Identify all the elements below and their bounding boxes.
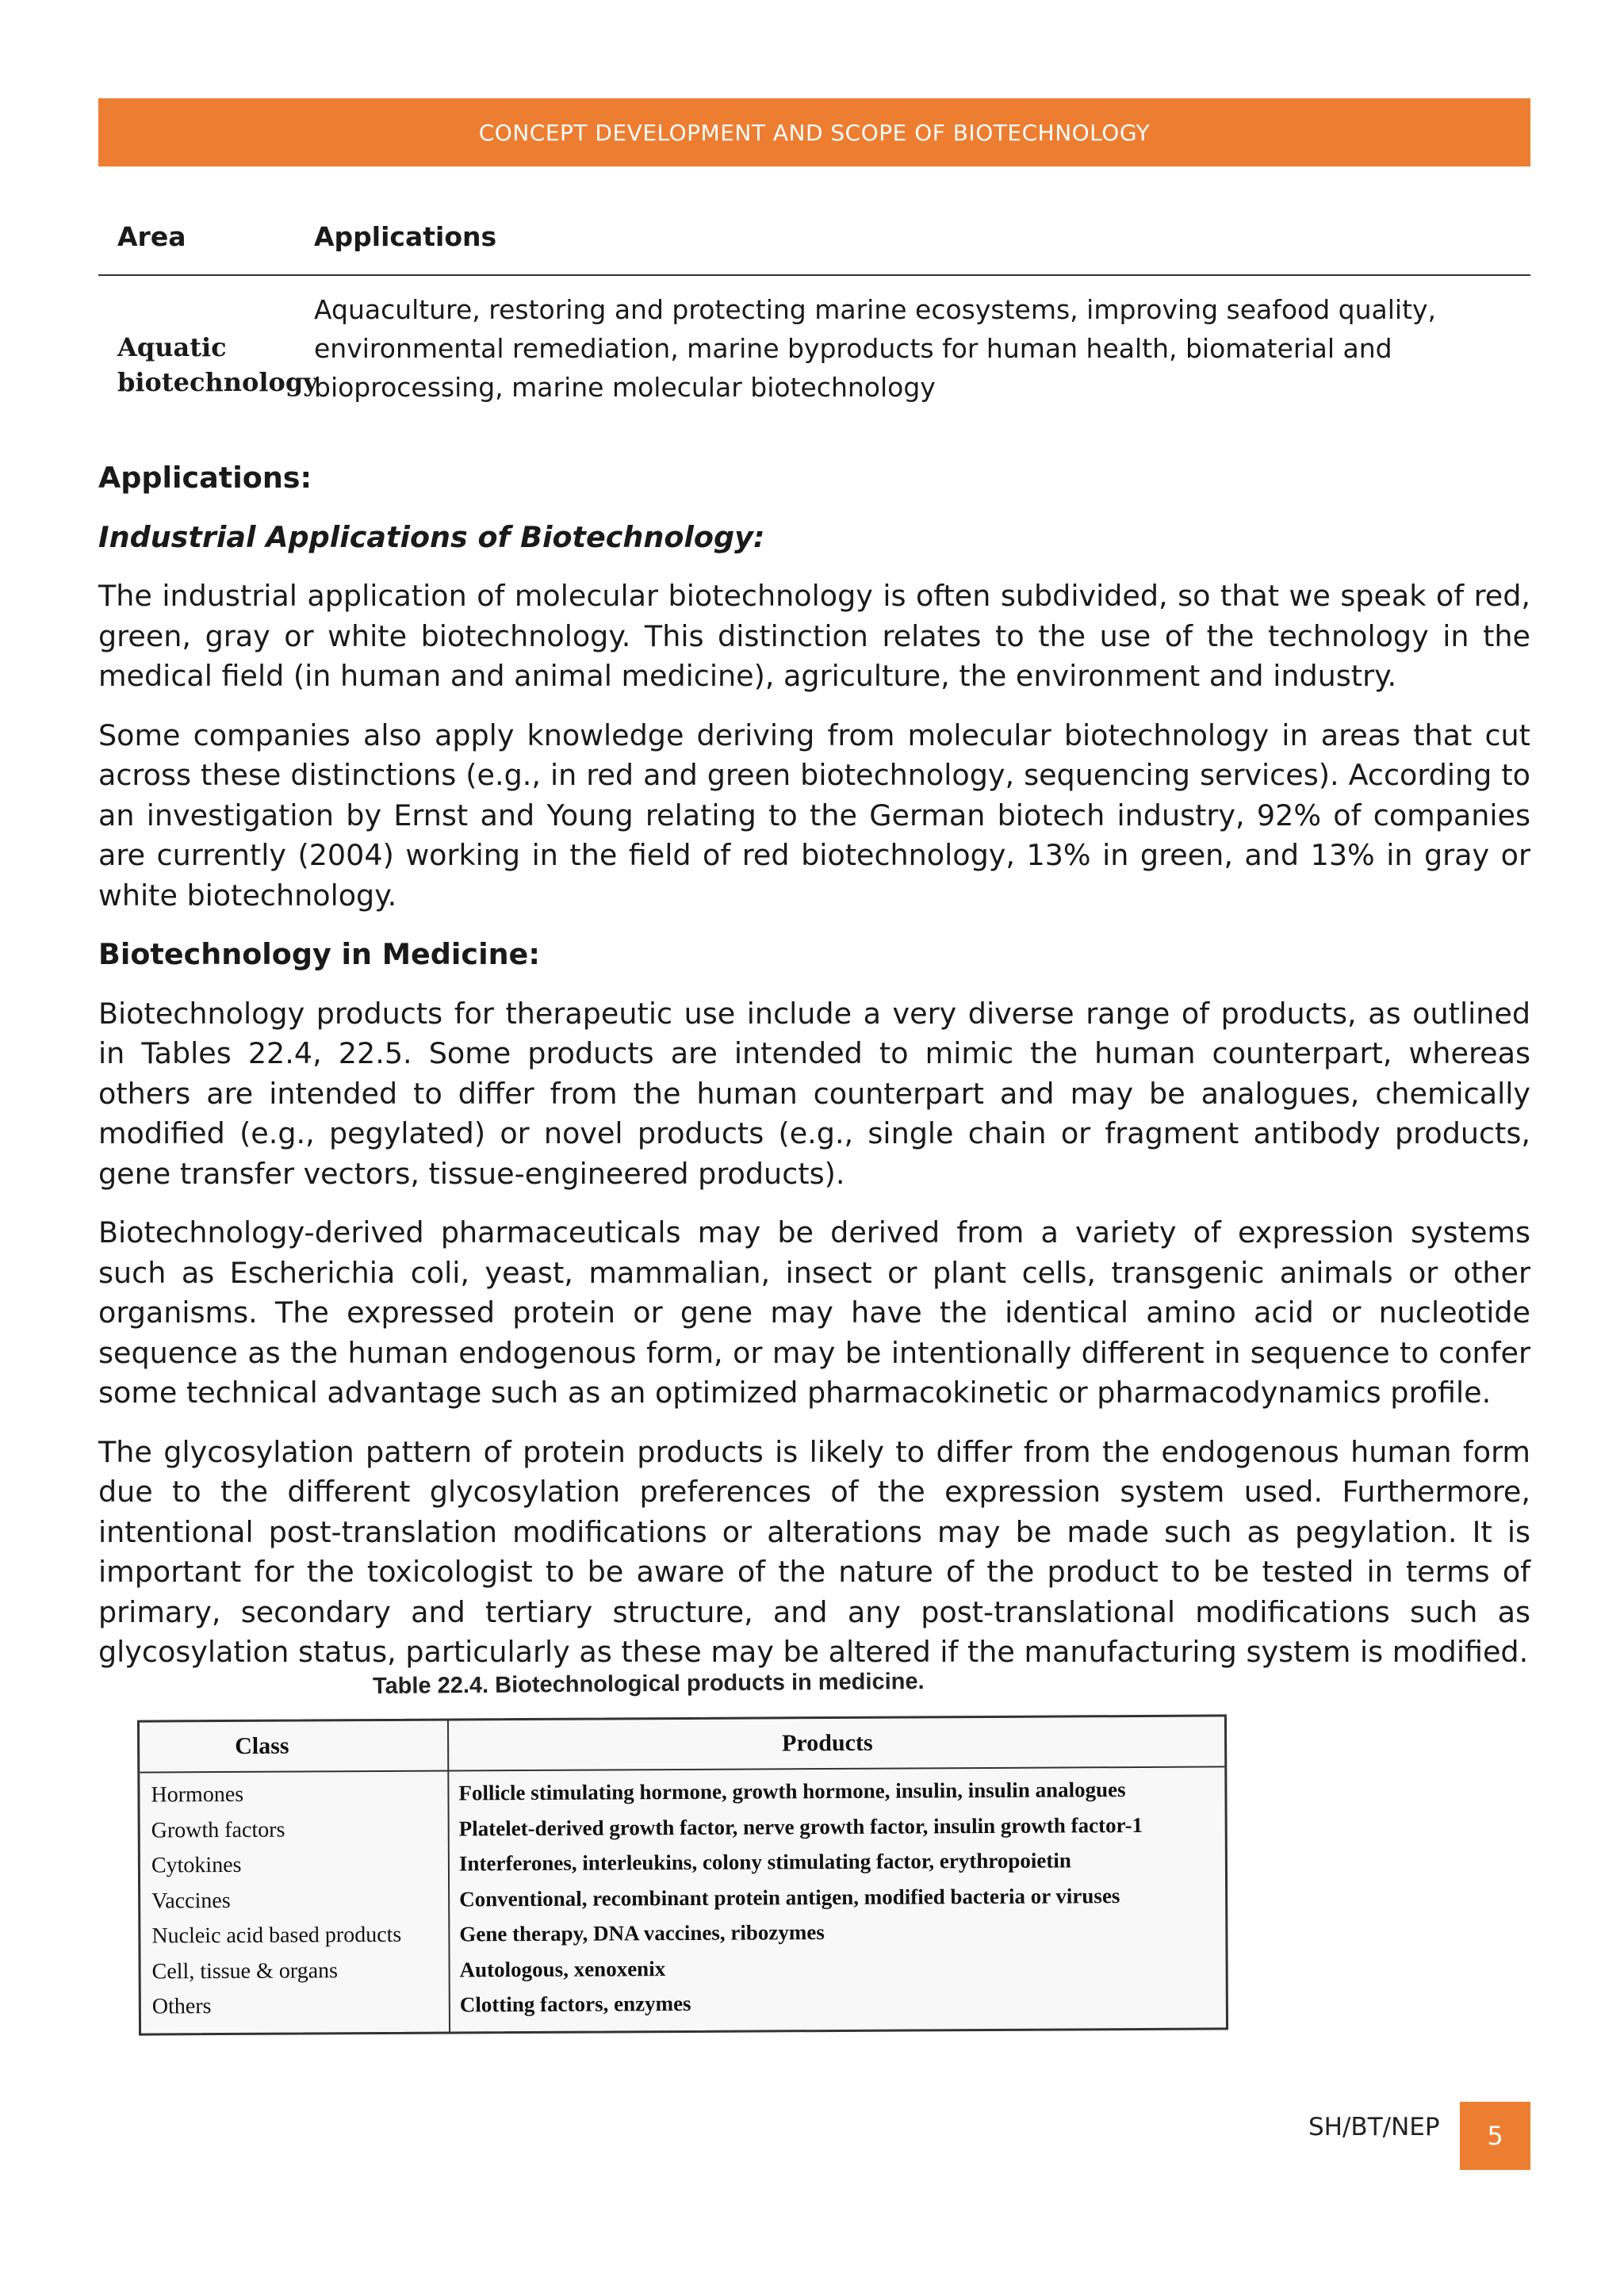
table-row [140, 1808, 1225, 1849]
products-table [137, 1714, 1228, 2035]
paragraph-medicine-1: Biotechnology products for therapeutic use include a very diverse range of products, as outlined in Tables 22.4, 22.5. Some products are intended to mimic the human counterpart, whereas others are intended to differ from the human counterpart and may be analogues, chemically modified (e.g., pegylated) or novel products (e.g., single chain or fragment antibody products, gene transfer vectors, tissue-engineered products). [98, 996, 1530, 1191]
table-row [140, 1913, 1225, 1954]
header-title: CONCEPT DEVELOPMENT AND SCOPE OF BIOTECHNOLOGY [478, 119, 1151, 146]
products-cell: Conventional, recombinant protein antigen, modified bacteria or viruses [459, 1883, 1120, 1911]
products-cell: Interferones, interleukins, colony stimulating factor, erythropoietin [458, 1848, 1071, 1876]
table-caption: Table 22.4. Biotechnological products in medicine. [372, 1668, 925, 1700]
table-row [140, 1878, 1225, 1919]
area-name-line2: biotechnology [117, 367, 318, 397]
table-row [140, 1843, 1225, 1884]
applications-line: Aquaculture, restoring and protecting marine ecosystems, improving seafood quality, [314, 294, 1437, 325]
class-cell: Hormones [151, 1781, 244, 1808]
area-cell [98, 290, 318, 407]
class-cell: Vaccines [151, 1888, 231, 1914]
area-table [98, 198, 1530, 407]
class-cell: Cell, tissue & organs [151, 1957, 339, 1984]
area-table-row [98, 276, 1530, 407]
table-row [140, 1772, 1224, 1813]
products-table-body [140, 1772, 1226, 2025]
table-row [141, 1984, 1226, 2025]
heading-applications: Applications: [98, 461, 312, 495]
header-bar [98, 98, 1530, 166]
table-row [141, 1949, 1226, 1990]
products-cell: Clotting factors, enzymes [459, 1991, 691, 2017]
products-column-header: Products [782, 1729, 873, 1757]
subheading-industrial: Industrial Applications of Biotechnology: [98, 519, 765, 554]
paragraph-industrial-2: Some companies also apply knowledge deriving from molecular biotechnology in areas that cut across these distinctions (e.g., in red and green biotechnology, sequencing services). According to an investigation by Ernst and Young relating to the German biotech industry, 92% of companies are currently (2004) working in the field of red biotechnology, 13% in green, and 13% in gray or white biotechnology. [98, 718, 1530, 913]
main-content [98, 458, 1530, 1692]
paragraph-medicine-3: The glycosylation pattern of protein products is likely to differ from the endogenous human form due to the different glycosylation preferences of the expression system used. Furthermore, intentional post-translation modifications or alterations may be made such as pegylation. It is important for the toxicologist to be aware of the nature of the product to be tested in terms of primary, secondary and tertiary structure, and any post-translational modifications such as glycosylation status, particularly as these may be altered if the manufacturing system is modified. [98, 1434, 1530, 1669]
applications-line: environmental remediation, marine byproducts for human health, biomaterial and [314, 333, 1392, 364]
paragraph-medicine-2: Biotechnology-derived pharmaceuticals may be derived from a variety of expression systems such as Escherichia coli, yeast, mammalian, insect or plant cells, transgenic animals or other organisms. The expressed protein or gene may have the identical amino acid or nucleotide sequence as the human endogenous form, or may be intentionally different in sequence to confer some technical advantage such as an optimized pharmacokinetic or pharmacodynamics profile. [98, 1215, 1530, 1410]
heading-medicine: Biotechnology in Medicine: [98, 937, 540, 971]
products-cell: Autologous, xenoxenix [459, 1956, 666, 1981]
area-column-header: Area [117, 220, 186, 252]
class-cell: Nucleic acid based products [151, 1922, 402, 1949]
products-cell: Gene therapy, DNA vaccines, ribozymes [459, 1920, 825, 1946]
class-column-header: Class [235, 1732, 289, 1759]
area-table-header [98, 198, 1530, 276]
applications-line: bioprocessing, marine molecular biotechnology [314, 372, 936, 403]
products-cell: Platelet-derived growth factor, nerve growth factor, insulin growth factor-1 [458, 1812, 1143, 1840]
page-number: 5 [1487, 2121, 1503, 2151]
footer-label: SH/BT/NEP [1308, 2113, 1440, 2141]
products-cell: Follicle stimulating hormone, growth hormone, insulin, insulin analogues [458, 1777, 1126, 1805]
paragraph-industrial-1: The industrial application of molecular biotechnology is often subdivided, so that we speak of red, green, gray or white biotechnology. This distinction relates to the use of the technology in the medical field (in human and animal medicine), agriculture, the environment and industry. [98, 579, 1530, 693]
products-table-header [140, 1716, 1224, 1773]
applications-column-header: Applications [314, 220, 497, 252]
class-cell: Growth factors [151, 1817, 285, 1843]
class-cell: Others [151, 1994, 212, 2019]
area-name-line1: Aquatic [117, 332, 227, 362]
applications-cell [314, 290, 1527, 407]
page-number-badge [1460, 2102, 1530, 2170]
class-cell: Cytokines [151, 1852, 242, 1878]
